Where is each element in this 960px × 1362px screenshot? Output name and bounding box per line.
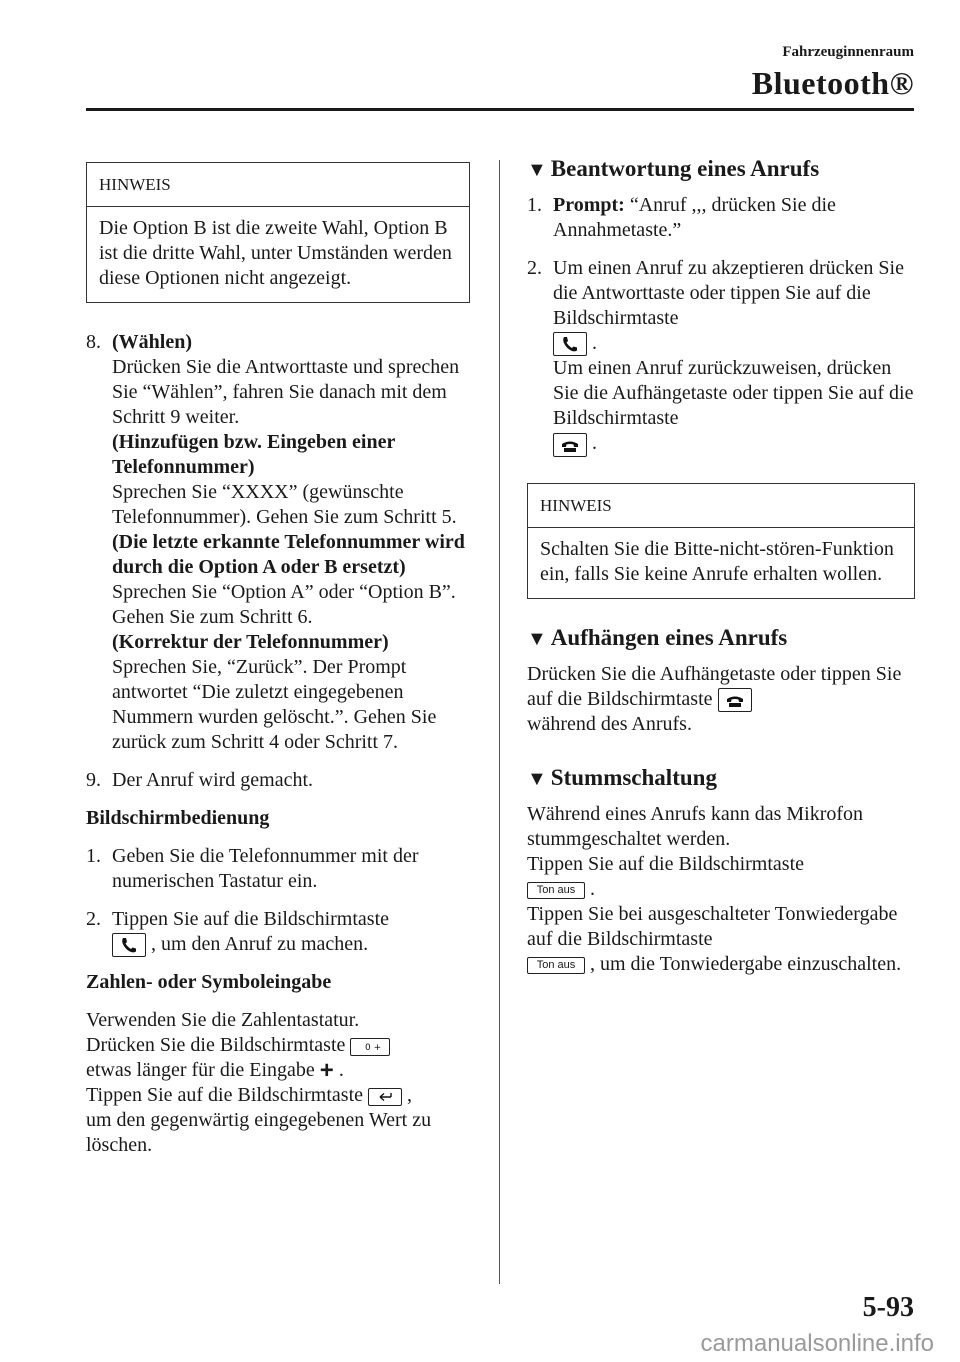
mute-text	[527, 802, 915, 977]
backspace-icon	[368, 1088, 402, 1106]
step-8	[86, 330, 470, 755]
chapter-title: Fahrzeuginnenraum	[782, 44, 914, 60]
text-line: etwas länger für die Eingabe	[86, 1059, 315, 1082]
answer-step-2	[527, 256, 915, 457]
hang-up-icon	[553, 433, 587, 457]
mute-button-label: Ton aus	[536, 884, 576, 897]
step-number: 9.	[86, 769, 101, 791]
text-line: .	[338, 1059, 344, 1082]
screen-step-2	[86, 907, 470, 957]
mute-button-label: Ton aus	[536, 959, 576, 972]
text-line: Tippen Sie auf die Bildschirmtaste	[86, 1084, 364, 1107]
phone-icon	[553, 332, 587, 356]
section-title: Bluetooth®	[751, 65, 914, 101]
column-divider	[499, 160, 500, 1284]
step-number: 2.	[527, 257, 542, 279]
heading-text: Stummschaltung	[550, 765, 717, 791]
step-text: Geben Sie die Telefonnummer mit der numerischen Tastatur ein.	[112, 845, 419, 892]
text-line: um den gegenwärtig eingegebenen Wert zu löschen.	[86, 1109, 432, 1157]
watermark: carmanualsonline.info	[700, 1330, 934, 1357]
page-number: 5-93	[862, 1292, 914, 1323]
step-heading: (Hinzufügen bzw. Eingeben einer Telefonnummer)	[112, 431, 395, 478]
note-title: HINWEIS	[528, 484, 914, 528]
symbol-input-text	[86, 1008, 470, 1158]
hang-up-icon	[718, 688, 752, 712]
body-text: Drücken Sie die Aufhängetaste oder tippen Sie auf die Bildschirmtaste	[527, 662, 902, 710]
step-text: .	[592, 432, 597, 455]
note-box	[86, 162, 470, 303]
text-line: ,	[407, 1084, 413, 1107]
answer-step-1	[527, 193, 915, 243]
step-number: 8.	[86, 331, 101, 353]
step-9	[86, 768, 470, 793]
hang-up-text	[527, 662, 915, 737]
step-text: “Anruf ,,, drücken Sie die Annahmetaste.”	[553, 194, 836, 241]
step-text: , um den Anruf zu machen.	[151, 933, 369, 955]
body-text: Tippen Sie auf die Bildschirmtaste	[527, 853, 805, 876]
mute-heading	[527, 763, 915, 794]
right-column	[527, 154, 915, 977]
body-text: Tippen Sie bei ausgeschalteter Tonwiedergabe auf die Bildschirmtaste	[527, 903, 898, 951]
step-text: Um einen Anruf zurückzuweisen, drücken Sie die Aufhängetaste oder tippen Sie auf die Bildschirmtaste	[553, 357, 914, 430]
step-heading: (Die letzte erkannte Telefonnummer wird durch die Option A oder B ersetzt)	[112, 531, 465, 578]
note-body: Schalten Sie die Bitte-nicht-stören-Funktion ein, falls Sie keine Anrufe erhalten wollen.	[540, 537, 894, 585]
screen-operation-heading: Bildschirmbedienung	[86, 807, 270, 829]
answer-call-heading	[527, 154, 915, 185]
step-number: 1.	[86, 845, 101, 867]
mute-button-icon	[527, 882, 585, 899]
note-body: Die Option B ist die zweite Wahl, Option B ist die dritte Wahl, unter Umständen werden diese Optionen nicht angezeigt.	[99, 217, 452, 289]
note-box	[527, 483, 915, 599]
phone-icon	[112, 933, 146, 957]
note-title: HINWEIS	[87, 163, 469, 207]
step-text: Sprechen Sie “Option A” oder “Option B”. Gehen Sie zum Schritt 6.	[112, 581, 456, 628]
page-header	[752, 44, 914, 102]
header-rule	[86, 108, 914, 111]
text-line: Drücken Sie die Bildschirmtaste	[86, 1034, 346, 1057]
left-column	[86, 162, 470, 1158]
body-text: .	[590, 878, 595, 901]
step-number: 2.	[86, 908, 101, 930]
text-line: Verwenden Sie die Zahlentastatur.	[86, 1009, 360, 1032]
step-heading: (Korrektur der Telefonnummer)	[112, 631, 389, 653]
symbol-input-heading: Zahlen- oder Symboleingabe	[86, 971, 332, 994]
body-text: während des Anrufs.	[527, 713, 692, 736]
prompt-label: Prompt:	[553, 194, 625, 216]
triangle-marker: ▼	[527, 627, 547, 650]
triangle-marker: ▼	[527, 768, 547, 791]
step-text: Tippen Sie auf die Bildschirmtaste	[112, 908, 390, 930]
heading-text: Aufhängen eines Anrufs	[550, 624, 788, 650]
body-text: Während eines Anrufs kann das Mikrofon stummgeschaltet werden.	[527, 803, 864, 851]
step-text: Um einen Anruf zu akzeptieren drücken Sie die Antworttaste oder tippen Sie auf die Bildschirmtaste	[553, 257, 904, 329]
hang-up-heading	[527, 623, 915, 654]
plus-symbol: +	[319, 1057, 334, 1085]
step-number: 1.	[527, 194, 542, 216]
step-text: Sprechen Sie “XXXX” (gewünschte Telefonnummer). Gehen Sie zum Schritt 5.	[112, 481, 457, 528]
step-text: Sprechen Sie, “Zurück”. Der Prompt antwortet “Die zuletzt eingegebenen Nummern wurden gelöscht.”. Gehen Sie zurück zum Schritt 4 oder Schritt 7.	[112, 656, 437, 753]
step-heading: (Wählen)	[112, 331, 192, 353]
heading-text: Beantwortung eines Anrufs	[550, 156, 820, 181]
key-label: 0 +	[365, 1042, 382, 1053]
body-text: , um die Tonwiedergabe einzuschalten.	[590, 953, 902, 976]
step-text: Drücken Sie die Antworttaste und sprechen Sie “Wählen”, fahren Sie danach mit dem Schritt 9 weiter.	[112, 356, 460, 428]
step-text: Der Anruf wird gemacht.	[112, 769, 314, 791]
zero-plus-key-icon	[350, 1038, 390, 1056]
mute-button-icon	[527, 957, 585, 974]
screen-step-1	[86, 844, 470, 894]
triangle-marker: ▼	[527, 159, 547, 181]
step-text: .	[592, 332, 597, 354]
